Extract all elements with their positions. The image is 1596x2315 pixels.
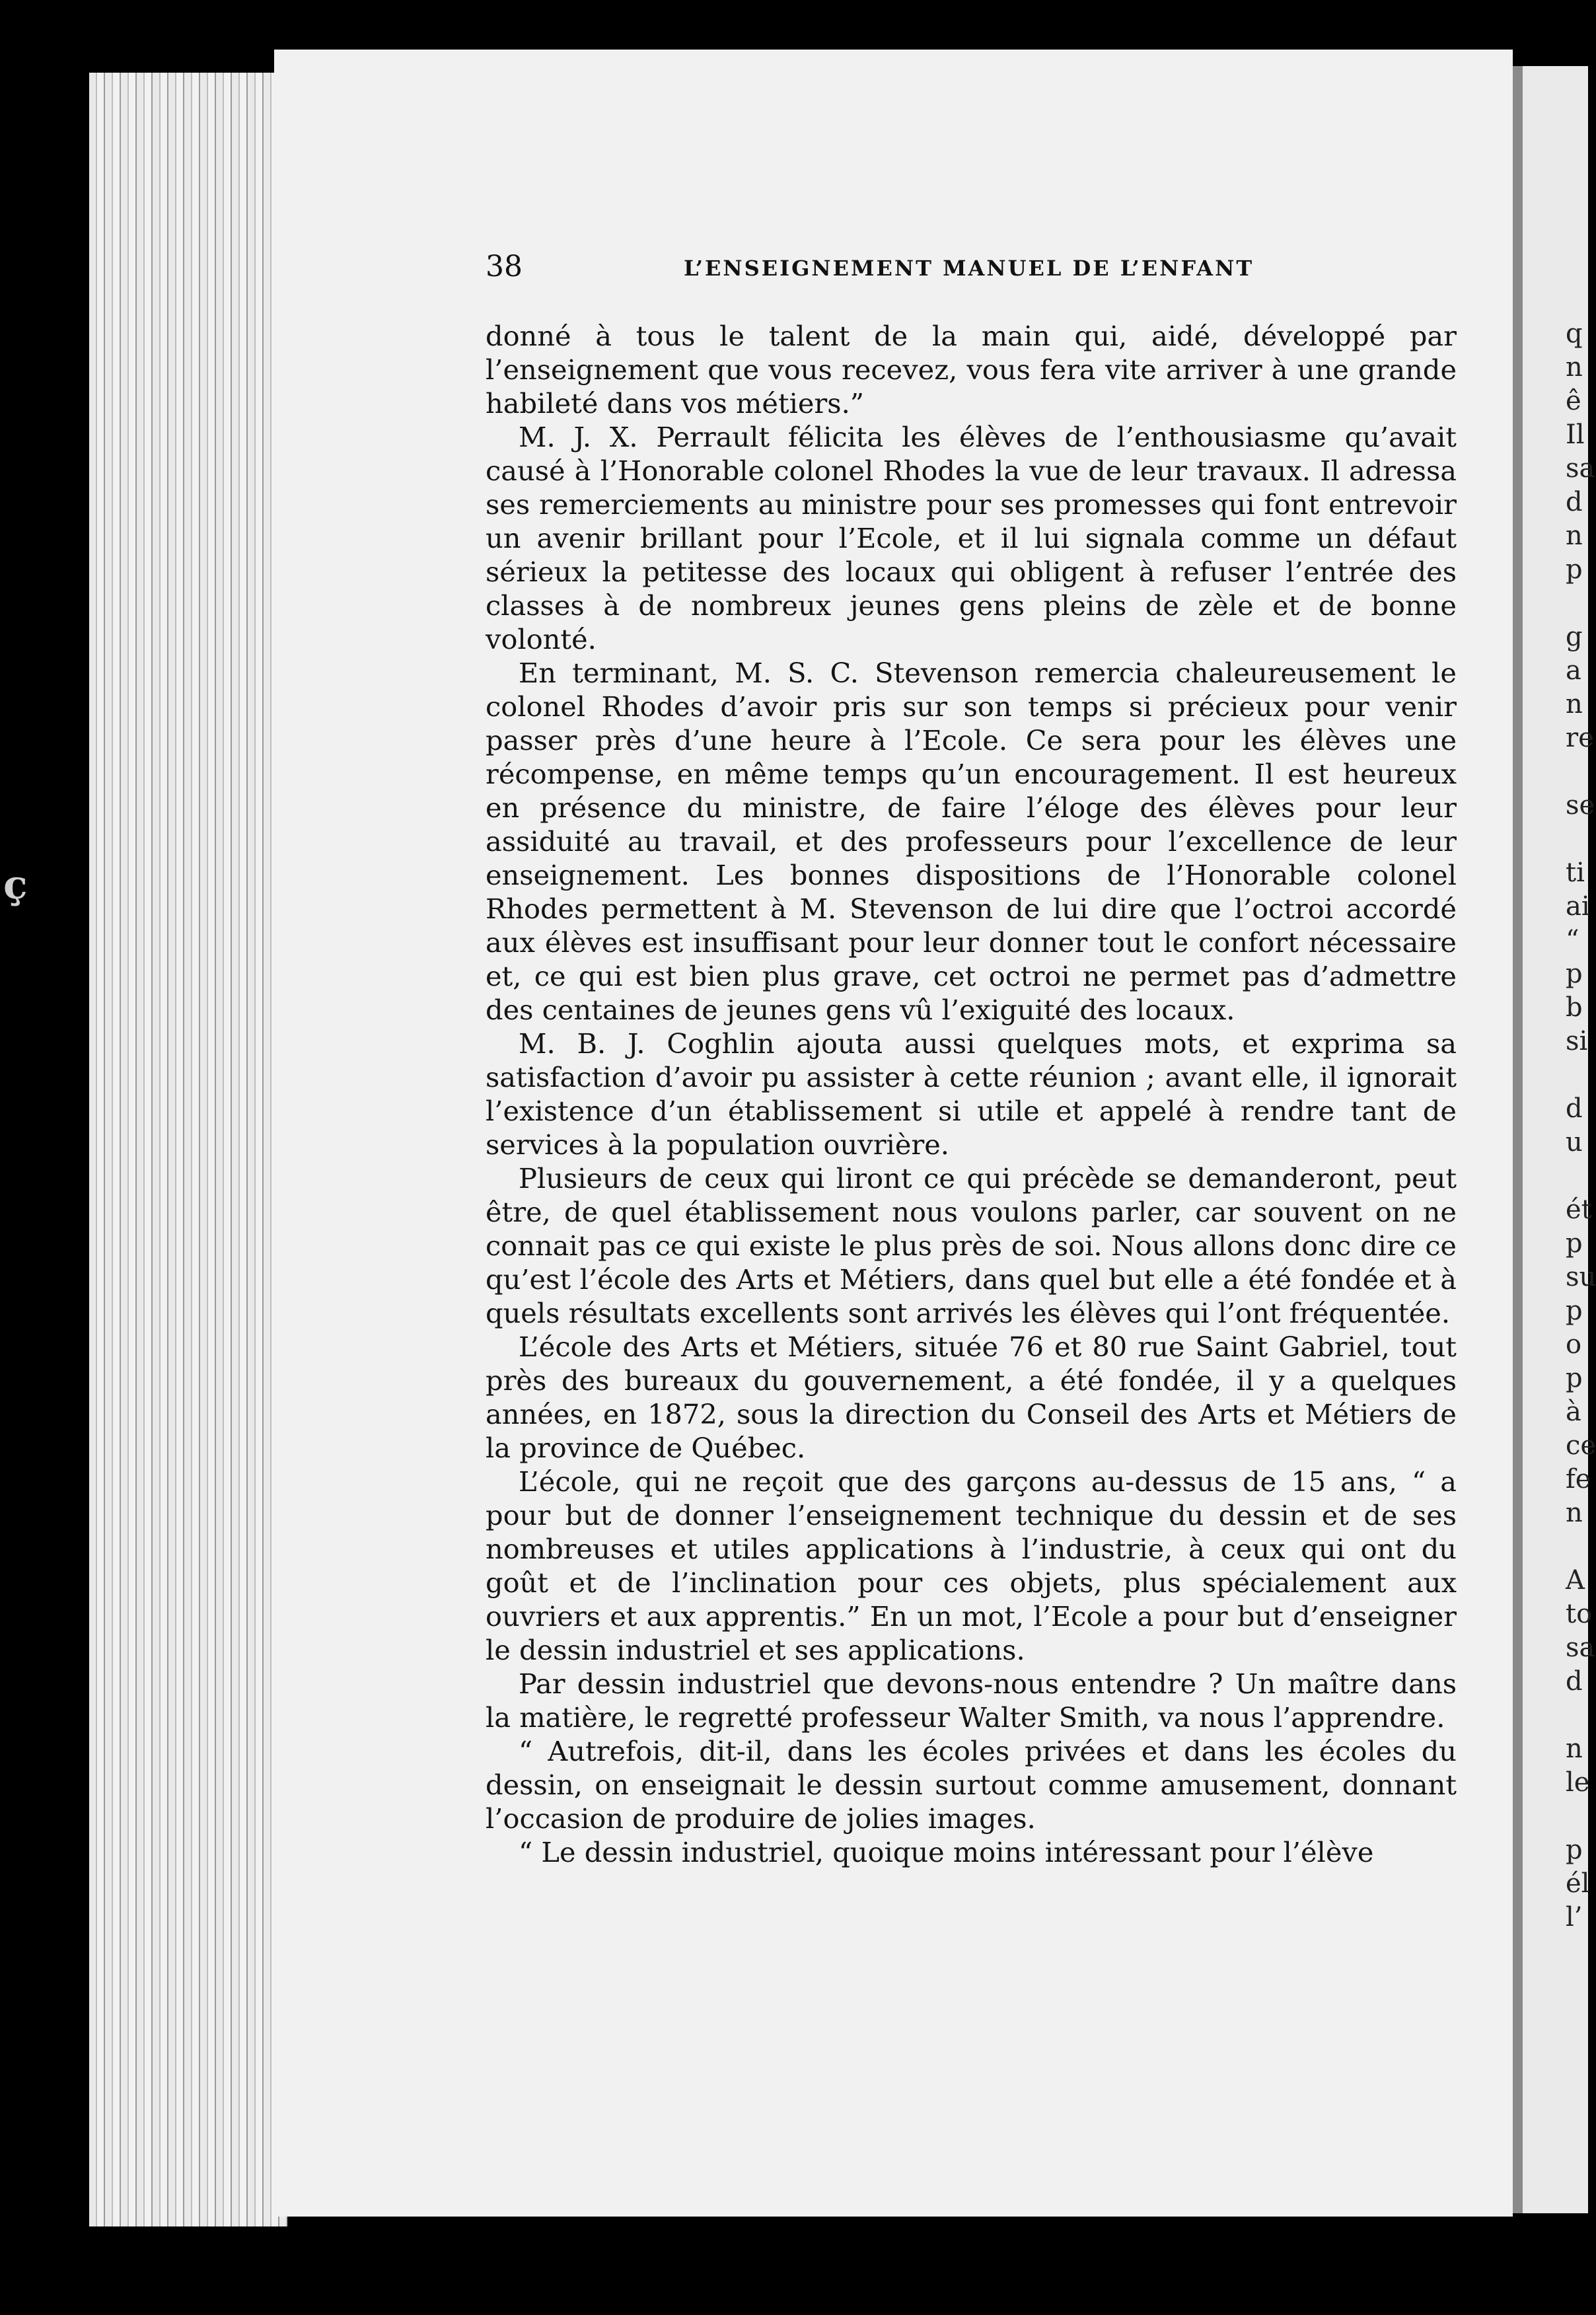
- facing-page-fragment: Il: [1566, 420, 1585, 450]
- facing-page-fragment: si: [1566, 1026, 1588, 1056]
- facing-page-fragment: [1566, 755, 1588, 789]
- paragraph: Par dessin industriel que devons-nous entendre ? Un maître dans la matière, le regretté professeur Walter Smith, va nous l’apprendre.: [486, 1668, 1457, 1734]
- facing-page-fragment: [1566, 1159, 1588, 1193]
- facing-page-fragment: [1566, 1058, 1588, 1092]
- facing-page-fragment: [1566, 1800, 1588, 1833]
- facing-page-fragment: q: [1566, 318, 1583, 349]
- facing-page-fragment: ce: [1566, 1430, 1596, 1461]
- facing-page-fragment: A: [1566, 1565, 1585, 1596]
- facing-page-fragment: [1566, 823, 1588, 856]
- facing-page-fragment: n: [1566, 689, 1583, 719]
- facing-page-fragment: [1566, 1699, 1588, 1732]
- facing-page-fragment: p: [1566, 1228, 1583, 1259]
- paragraph: L’école des Arts et Métiers, située 76 et 80 rue Saint Gabriel, tout près des bureaux du gouvernement, a été fondée, il y a quelques années, en 1872, sous la direction du Conseil des Arts et Métiers de la province de Québec.: [486, 1331, 1457, 1464]
- facing-page-fragment: él: [1566, 1868, 1590, 1899]
- facing-page-fragment: le: [1566, 1767, 1590, 1798]
- facing-page-fragment: p: [1566, 1363, 1583, 1393]
- paragraph: L’école, qui ne reçoit que des garçons au-dessus de 15 ans, “ a pour but de donner l’enseignement technique du dessin et de ses nombreuses et utiles applications à l’industrie, à ceux qui ont du goût et de l’inclination pour ces objets, plus spécialement aux ouvriers et aux apprentis.” En un mot, l’Ecole a pour but d’enseigner le dessin industriel et ses applications.: [486, 1465, 1457, 1666]
- facing-page-fragment: à: [1566, 1397, 1581, 1427]
- facing-page-fragment: su: [1566, 1262, 1596, 1292]
- book-page-edges: [89, 73, 287, 2226]
- facing-page-fragment: g: [1566, 622, 1583, 652]
- paragraph: “ Le dessin industriel, quoique moins intéressant pour l’élève: [519, 1836, 1374, 1868]
- facing-page-fragment: re: [1566, 723, 1594, 753]
- facing-page-fragment: ai: [1566, 891, 1590, 922]
- running-title: L’ENSEIGNEMENT MANUEL DE L’ENFANT: [684, 256, 1254, 281]
- facing-page-fragment: [1566, 587, 1588, 620]
- paragraph: En terminant, M. S. C. Stevenson remercia chaleureusement le colonel Rhodes d’avoir pris sur son temps si précieux pour venir passer près d’une heure à l’Ecole. Ce sera pour les élèves une récompense, en même temps qu’un encouragement. Il est heureux en présence du ministre, de faire l’éloge des élèves pour leur assiduité au travail, et des professeurs pour l’excellence de leur enseignement. Les bonnes dispositions de l’Honorable colonel Rhodes permettent à M. Stevenson de lui dire que l’octroi accordé aux élèves est insuffisant pour leur donner tout le confort nécessaire et, ce qui est bien plus grave, cet octroi ne permet pas d’admettre des centaines de jeunes gens vû l’exiguité des locaux.: [486, 657, 1457, 1026]
- facing-page-fragment: n: [1566, 521, 1583, 551]
- facing-page-fragment: fe: [1566, 1464, 1591, 1494]
- facing-page-fragment: to: [1566, 1599, 1593, 1629]
- facing-page-fragment: ê: [1566, 386, 1581, 416]
- facing-page-fragment: u: [1566, 1127, 1583, 1158]
- facing-page-fragment: d: [1566, 1093, 1583, 1124]
- page-number: 38: [486, 250, 523, 283]
- facing-page-fragment: o: [1566, 1329, 1582, 1360]
- page-header: [486, 250, 1463, 296]
- facing-page-fragment: a: [1566, 655, 1581, 686]
- facing-page-fragment: d: [1566, 487, 1583, 517]
- paragraph: Plusieurs de ceux qui liront ce qui précède se demanderont, peut être, de quel établissement nous voulons parler, car souvent on ne connait pas ce qui existe le plus près de soi. Nous allons donc dire ce qu’est l’école des Arts et Métiers, dans quel but elle a été fondée et à quels résultats excellents sont arrivés les élèves qui l’ont fréquentée.: [486, 1162, 1457, 1329]
- paragraph: “ Autrefois, dit-il, dans les écoles privées et dans les écoles du dessin, on enseignait le dessin surtout comme amusement, donnant l’occasion de produire de jolies images.: [486, 1735, 1457, 1835]
- facing-page-text: [1566, 317, 1596, 1934]
- facing-page-fragment: p: [1566, 959, 1583, 989]
- facing-page-fragment: n: [1566, 1734, 1583, 1764]
- facing-page-fragment: p: [1566, 1835, 1583, 1865]
- facing-page-fragment: se: [1566, 790, 1595, 821]
- paragraph: M. B. J. Coghlin ajouta aussi quelques mots, et exprima sa satisfaction d’avoir pu assister à cette réunion ; avant elle, il ignorait l’existence d’un établissement si utile et appelé à rendre tant de services à la population ouvrière.: [486, 1027, 1457, 1161]
- paragraph: donné à tous le talent de la main qui, aidé, développé par l’enseignement que vous recevez, vous fera vite arriver à une grande habileté dans vos métiers.”: [486, 320, 1457, 420]
- facing-page-fragment: “: [1566, 925, 1579, 955]
- facing-page-fragment: p: [1566, 554, 1583, 585]
- facing-page-fragment: b: [1566, 992, 1583, 1023]
- facing-page-fragment: sa: [1566, 453, 1595, 484]
- body-text: [486, 319, 1457, 1869]
- facing-page-fragment: ét: [1566, 1194, 1592, 1225]
- margin-mark: ç: [3, 862, 28, 908]
- facing-page-fragment: n: [1566, 352, 1583, 383]
- facing-page-fragment: l’: [1566, 1902, 1583, 1932]
- facing-page-fragment: p: [1566, 1296, 1583, 1326]
- facing-page-fragment: ti: [1566, 858, 1585, 888]
- facing-page-fragment: [1566, 1530, 1588, 1564]
- facing-page-fragment: sa: [1566, 1633, 1595, 1663]
- paragraph: M. J. X. Perrault félicita les élèves de l’enthousiasme qu’avait causé à l’Honorable colonel Rhodes la vue de leur travaux. Il adressa ses remerciements au ministre pour ses promesses qui font entrevoir un avenir brillant pour l’Ecole, et il lui signala comme un défaut sérieux la petitesse des locaux qui obligent à refuser l’entrée des classes à de nombreux jeunes gens pleins de zèle et de bonne volonté.: [486, 421, 1457, 655]
- facing-page-fragment: d: [1566, 1666, 1583, 1697]
- facing-page-fragment: n: [1566, 1498, 1583, 1528]
